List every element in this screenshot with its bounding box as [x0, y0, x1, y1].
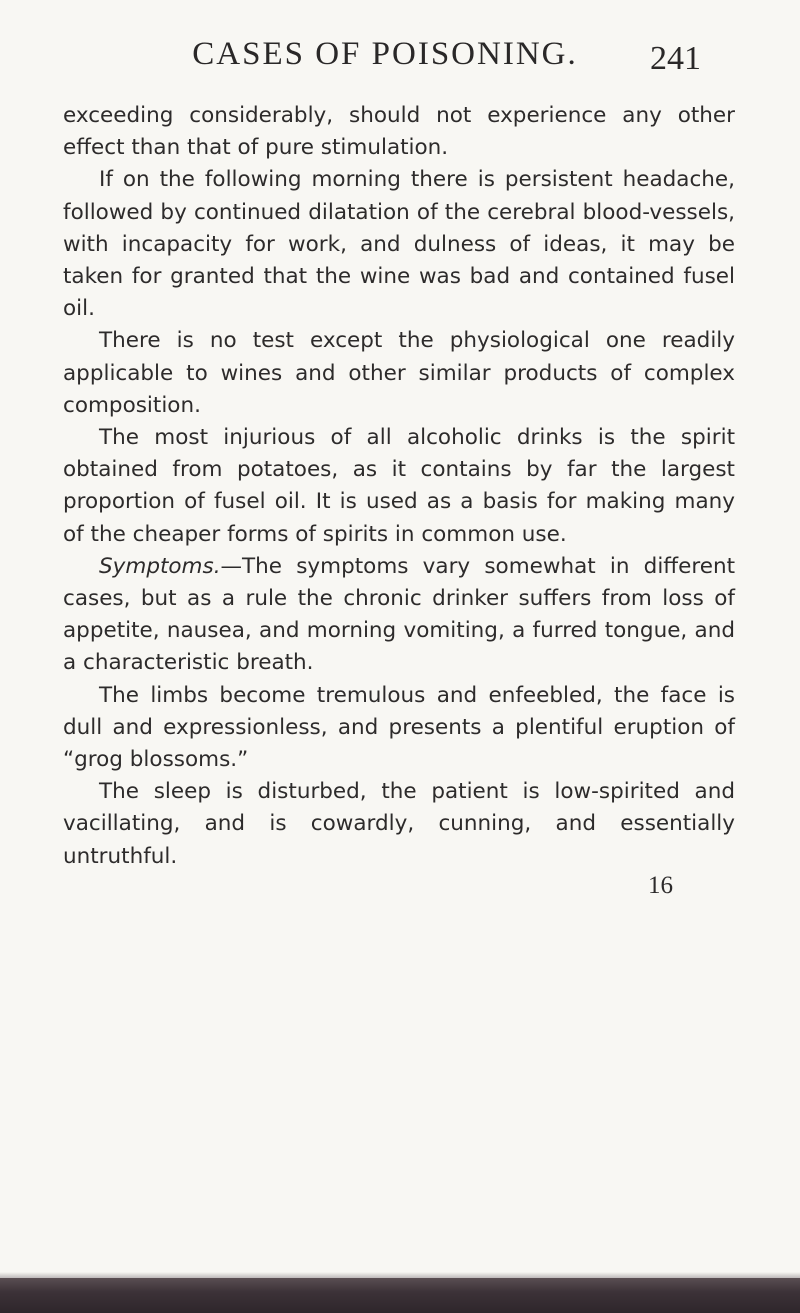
paragraph-6: The limbs become tremulous and enfeebled, the face is dull and expressionless, and presents a plentiful eruption of “grog blossoms.”	[63, 682, 735, 773]
section-heading-symptoms: Symptoms.	[99, 553, 221, 579]
page-number: 241	[650, 40, 701, 77]
paragraph-3: There is no test except the physiological one readily applicable to wines and other similar products of complex composition.	[63, 328, 735, 418]
paragraph-5	[63, 551, 735, 680]
paragraph-5-text: —The symptoms vary somewhat in different cases, but as a rule the chronic drinker suffers from loss of appetite, nausea, and morning vomiting, a furred tongue, and a characteristic breath.	[63, 553, 735, 676]
signature-mark: 16	[648, 872, 673, 899]
paragraph-1: exceeding considerably, should not experience any other effect than that of pure stimulation.	[63, 103, 735, 161]
paragraph-2: If on the following morning there is persistent headache, followed by continued dilatation of the cerebral blood-vessels, with incapacity for work, and dulness of ideas, it may be taken for granted that the wine was bad and contained fusel oil.	[63, 167, 735, 322]
paragraph-4: The most injurious of all alcoholic drinks is the spirit obtained from potatoes, as it contains by far the largest proportion of fusel oil. It is used as a basis for making many of the cheaper forms of spirits in common use.	[63, 425, 735, 547]
page-bottom-edge	[0, 1278, 800, 1313]
paragraph-7: The sleep is disturbed, the patient is low-spirited and vacillating, and is cowardly, cunning, and essentially untruthful.	[63, 779, 735, 869]
running-head: CASES OF POISONING.	[192, 36, 578, 72]
body-text	[63, 100, 735, 873]
